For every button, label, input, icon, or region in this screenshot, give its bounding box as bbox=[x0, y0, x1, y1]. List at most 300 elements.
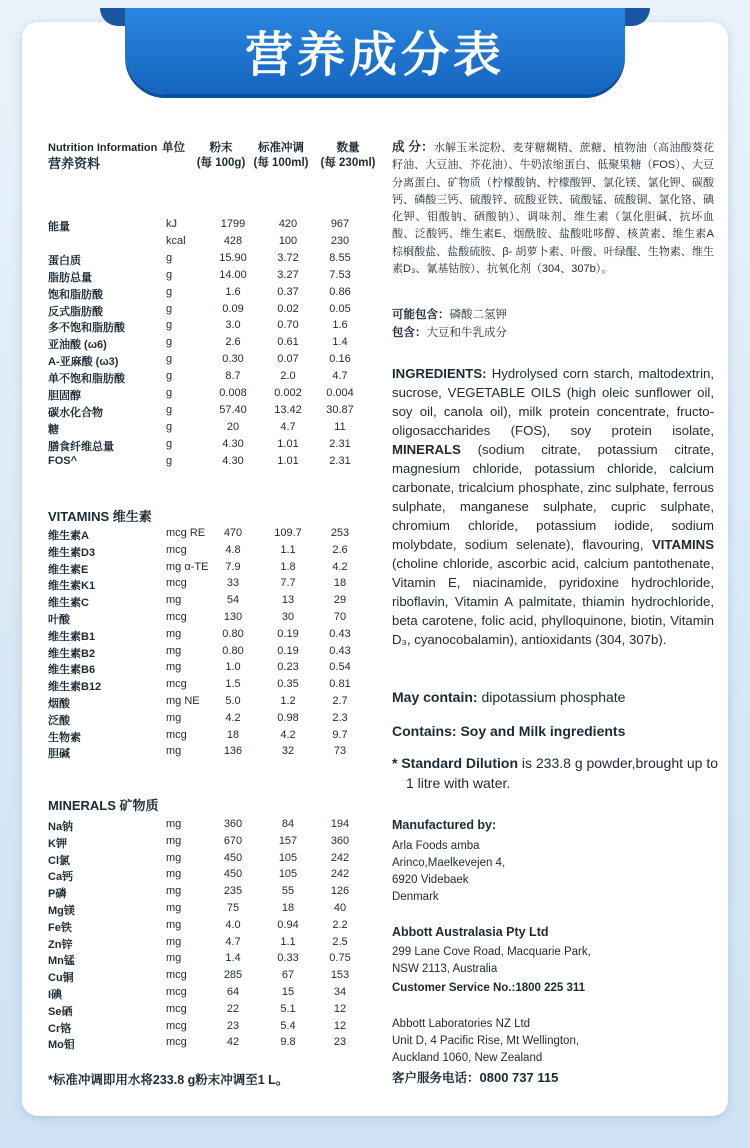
value-per-230ml: 1.4 bbox=[332, 336, 348, 349]
value-per-100g: 470 bbox=[223, 527, 243, 539]
minerals-title: MINERALS 矿物质 bbox=[48, 798, 159, 813]
nutrient-name: FOS^ bbox=[48, 454, 78, 467]
en-dilution-label: * Standard Dilution bbox=[392, 755, 518, 771]
en-ingredients-label: INGREDIENTS: bbox=[392, 366, 487, 381]
value-per-230ml: 4.7 bbox=[332, 370, 348, 383]
unit-cell: mcg bbox=[166, 678, 187, 691]
cn-allergens bbox=[392, 306, 714, 342]
nutrient-name: 蛋白质 bbox=[48, 254, 81, 267]
table-row bbox=[48, 868, 368, 885]
table-row bbox=[48, 885, 368, 902]
value-per-100g: 57.40 bbox=[219, 403, 247, 416]
table-row bbox=[48, 712, 368, 729]
en-may-text: dipotassium phosphate bbox=[477, 689, 626, 705]
value-per-230ml: 23 bbox=[333, 1036, 347, 1049]
value-per-100ml: 1.1 bbox=[280, 543, 296, 556]
vitamins-title: VITAMINS 维生素 bbox=[48, 509, 152, 524]
value-per-230ml: 242 bbox=[330, 868, 350, 881]
value-per-100g: 428 bbox=[223, 234, 243, 247]
value-per-230ml: 2.31 bbox=[329, 437, 351, 450]
unit-cell: mcg bbox=[166, 577, 187, 590]
value-per-100ml: 0.37 bbox=[277, 285, 299, 298]
table-row bbox=[48, 235, 368, 252]
value-per-230ml: 230 bbox=[330, 234, 350, 247]
value-per-100g: 42 bbox=[226, 1036, 240, 1049]
value-per-100ml: 1.01 bbox=[277, 437, 299, 450]
table-row bbox=[48, 919, 368, 936]
header-col1 bbox=[194, 141, 248, 171]
value-per-230ml: 0.81 bbox=[329, 678, 351, 691]
nutrient-name: 单不饱和脂肪酸 bbox=[48, 373, 125, 386]
value-per-100g: 670 bbox=[223, 834, 243, 847]
en-vitamins-text: (choline chloride, ascorbic acid, calcium pantothenate, Vitamin E, niacinamide, pyridoxine hydrochloride, riboflavin, Vitamin A palmitate, thiamin hydrochloride, beta carotene, folic acid, phylloquinone, biotin, Vitamin D₃, cyanocobalamin), antioxidants (304, 307b). bbox=[392, 556, 714, 647]
value-per-230ml: 2.7 bbox=[332, 695, 348, 707]
value-per-100g: 4.0 bbox=[225, 918, 241, 931]
value-per-100ml: 55 bbox=[281, 885, 295, 898]
unit-cell: mg bbox=[166, 644, 182, 657]
nutrient-name: 烟酸 bbox=[48, 698, 70, 710]
value-per-100ml: 13.42 bbox=[274, 403, 302, 416]
table-row bbox=[48, 1036, 368, 1053]
value-per-100g: 235 bbox=[223, 885, 243, 898]
value-per-100ml: 18 bbox=[281, 902, 295, 914]
value-per-230ml: 2.5 bbox=[332, 935, 348, 948]
table-row bbox=[48, 745, 368, 762]
customer-service-nz-label: 客户服务电话： bbox=[392, 1071, 480, 1085]
value-per-100g: 450 bbox=[223, 851, 243, 864]
unit-cell: mg bbox=[166, 834, 182, 847]
unit-cell: mg bbox=[166, 745, 182, 758]
value-per-230ml: 30.87 bbox=[326, 403, 354, 416]
nutrient-name: 糖 bbox=[48, 423, 59, 436]
nutrient-name: 维生素A bbox=[48, 530, 89, 542]
table-row bbox=[48, 594, 368, 611]
header-name bbox=[48, 141, 157, 171]
value-per-230ml: 253 bbox=[330, 527, 350, 539]
value-per-230ml: 360 bbox=[330, 834, 350, 847]
table-row bbox=[48, 269, 368, 286]
table-row bbox=[48, 387, 368, 404]
unit-cell: g bbox=[166, 403, 173, 416]
table-row bbox=[48, 695, 368, 712]
value-per-230ml: 0.75 bbox=[329, 952, 351, 965]
value-per-100g: 75 bbox=[226, 902, 240, 914]
value-per-100g: 0.008 bbox=[219, 387, 247, 399]
address-line: NSW 2113, Australia bbox=[392, 963, 498, 975]
value-per-100g: 15.90 bbox=[219, 251, 247, 264]
table-row bbox=[48, 902, 368, 919]
table-row bbox=[48, 852, 368, 869]
value-per-100g: 4.30 bbox=[222, 454, 244, 467]
unit-cell: g bbox=[166, 336, 173, 349]
nutrient-name: 胆固醇 bbox=[48, 390, 81, 402]
value-per-100g: 450 bbox=[223, 868, 243, 881]
value-per-230ml: 12 bbox=[333, 1002, 347, 1015]
value-per-100g: 4.30 bbox=[222, 437, 244, 450]
unit-cell: mcg bbox=[166, 986, 187, 998]
table-row bbox=[48, 561, 368, 578]
nutrient-name: Zn锌 bbox=[48, 938, 73, 951]
table-row bbox=[48, 1020, 368, 1037]
value-per-230ml: 18 bbox=[333, 577, 347, 590]
value-per-100ml: 0.70 bbox=[277, 319, 299, 332]
value-per-100g: 0.30 bbox=[222, 353, 244, 366]
value-per-100ml: 2.0 bbox=[280, 370, 296, 383]
unit-cell: mg bbox=[166, 851, 182, 864]
unit-cell: g bbox=[166, 285, 173, 298]
value-per-100ml: 0.98 bbox=[277, 711, 299, 724]
nutrient-name: Mo钼 bbox=[48, 1039, 75, 1052]
value-per-100g: 7.9 bbox=[225, 560, 241, 573]
page-title: 营养成分表 bbox=[244, 27, 505, 83]
value-per-230ml: 29 bbox=[333, 594, 347, 607]
value-per-100ml: 4.2 bbox=[280, 728, 296, 741]
address-line: 6920 Videbaek bbox=[392, 874, 469, 886]
table-row bbox=[48, 252, 368, 269]
unit-cell: mcg bbox=[166, 1002, 187, 1015]
value-per-100ml: 1.8 bbox=[280, 560, 296, 573]
nutrient-name: 维生素D3 bbox=[48, 546, 96, 559]
manufacturer-arla bbox=[392, 838, 714, 906]
table-row bbox=[48, 645, 368, 662]
nutrient-name: 脂肪总量 bbox=[48, 271, 92, 284]
nutrient-name: 亚油酸 (ω6) bbox=[48, 339, 107, 352]
value-per-230ml: 0.004 bbox=[326, 387, 354, 399]
nutrient-name: 生物素 bbox=[48, 731, 81, 744]
cn-ingredients-text: 水解玉米淀粉、麦芽糖糊精、蔗糖、植物油（高油酸葵花籽油、大豆油、芥花油）、牛奶浓缩蛋白、低聚果糖（FOS）、大豆分离蛋白、矿物质（柠檬酸钠、柠檬酸钾、氯化镁、氯化钾、碳酸钙、磷酸三钙、硫酸锌、硫酸亚铁、硫酸锰、硫酸铜、氯化铬、碘化钾、钼酸钠、硒酸钠）、调味剂、维生素（氯化胆碱、抗坏血酸、泛酸钙、维生素E、烟酰胺、盐酸吡哆醇、核黄素、维生素A棕榈酸盐、盐酸硫胺、β- 胡萝卜素、叶酸、叶绿醌、生物素、维生素D₃、氰基钴胺）、抗氧化剂（304、307b）。 bbox=[392, 142, 714, 276]
header-col1-sub: (每 100g) bbox=[196, 157, 246, 169]
unit-cell: mg bbox=[166, 594, 182, 607]
nutrient-name: 叶酸 bbox=[48, 614, 70, 626]
table-row bbox=[48, 370, 368, 387]
nutrient-name: Fe铁 bbox=[48, 921, 72, 934]
cn-ingredients-label: 成 分： bbox=[392, 140, 434, 154]
table-row bbox=[48, 336, 368, 353]
nutrient-name: 反式脂肪酸 bbox=[48, 305, 103, 318]
cn-may-label: 可能包含： bbox=[392, 309, 450, 321]
nutrient-name: A-亚麻酸 (ω3) bbox=[48, 356, 119, 369]
unit-cell: mg bbox=[166, 935, 182, 948]
manufacturer-abbott-nz bbox=[392, 1016, 714, 1088]
table-row bbox=[48, 611, 368, 628]
value-per-230ml: 153 bbox=[330, 969, 350, 982]
unit-cell: mcg bbox=[166, 969, 187, 982]
unit-cell: mg bbox=[166, 627, 182, 640]
unit-cell: mg bbox=[166, 818, 182, 830]
value-per-100ml: 13 bbox=[281, 594, 295, 607]
address-line: Auckland 1060, New Zealand bbox=[392, 1052, 543, 1064]
value-per-230ml: 1.6 bbox=[332, 319, 348, 332]
header-col2 bbox=[248, 141, 314, 171]
value-per-100ml: 1.1 bbox=[280, 935, 296, 948]
value-per-100g: 1.5 bbox=[225, 678, 241, 691]
value-per-100g: 4.8 bbox=[225, 543, 241, 556]
table-row bbox=[48, 969, 368, 986]
unit-cell: mcg bbox=[166, 543, 187, 556]
unit-cell: mg bbox=[166, 902, 182, 914]
unit-cell: kcal bbox=[166, 234, 186, 247]
table-row bbox=[48, 353, 368, 370]
unit-cell: mcg RE bbox=[166, 527, 206, 539]
unit-cell: g bbox=[166, 387, 173, 399]
table-row bbox=[48, 286, 368, 303]
unit-cell: mg bbox=[166, 868, 182, 881]
header-col3 bbox=[314, 141, 382, 171]
en-ingredients bbox=[392, 364, 714, 649]
value-per-100g: 33 bbox=[226, 577, 240, 590]
value-per-100ml: 15 bbox=[281, 986, 295, 998]
manufacturer-abbott-au bbox=[392, 924, 714, 997]
header-col3-title: 数量 bbox=[336, 142, 360, 154]
unit-cell: g bbox=[166, 353, 173, 366]
nutrient-name: 维生素B12 bbox=[48, 681, 102, 694]
value-per-100g: 1.6 bbox=[225, 285, 241, 298]
value-per-100ml: 0.19 bbox=[277, 644, 299, 657]
nutrient-name: 维生素E bbox=[48, 563, 89, 576]
table-row bbox=[48, 661, 368, 678]
value-per-230ml: 40 bbox=[333, 902, 347, 914]
nutrient-name: Cl氯 bbox=[48, 854, 70, 867]
nutrient-name: Na钠 bbox=[48, 821, 74, 833]
cn-ingredients bbox=[392, 139, 714, 278]
unit-cell: g bbox=[166, 268, 173, 281]
value-per-100ml: 420 bbox=[278, 218, 298, 230]
value-per-230ml: 70 bbox=[333, 611, 347, 623]
value-per-100g: 136 bbox=[223, 745, 243, 758]
cn-contains-label: 包含： bbox=[392, 327, 427, 339]
nutrient-name: Ca钙 bbox=[48, 871, 74, 884]
value-per-100ml: 0.61 bbox=[277, 336, 299, 349]
en-minerals-label: MINERALS bbox=[392, 442, 461, 457]
value-per-230ml: 2.31 bbox=[329, 454, 351, 467]
nutrient-name: 能量 bbox=[48, 221, 70, 233]
nutrient-name: Cu铜 bbox=[48, 972, 74, 985]
unit-cell: g bbox=[166, 251, 173, 264]
value-per-100ml: 100 bbox=[278, 234, 298, 247]
nutrient-name: Cr铬 bbox=[48, 1022, 72, 1035]
en-may-contain bbox=[392, 689, 714, 705]
unit-cell: mg α-TE bbox=[166, 560, 209, 573]
value-per-230ml: 7.53 bbox=[329, 268, 351, 281]
value-per-100ml: 0.33 bbox=[277, 952, 299, 965]
nutrient-name: Mg镁 bbox=[48, 905, 75, 917]
address-line: Unit D, 4 Pacific Rise, Mt Wellington, bbox=[392, 1035, 580, 1047]
value-per-100ml: 4.7 bbox=[280, 420, 296, 433]
table-row bbox=[48, 628, 368, 645]
value-per-100ml: 1.2 bbox=[280, 695, 296, 707]
en-contains: Contains: Soy and Milk ingredients bbox=[392, 723, 626, 739]
table-row bbox=[48, 577, 368, 594]
value-per-100g: 360 bbox=[223, 818, 243, 830]
table-row bbox=[48, 835, 368, 852]
nutrient-name: 泛酸 bbox=[48, 714, 70, 727]
value-per-100ml: 0.19 bbox=[277, 627, 299, 640]
table-row bbox=[48, 455, 368, 472]
nutrient-name: K钾 bbox=[48, 837, 67, 850]
value-per-100g: 14.00 bbox=[219, 268, 247, 281]
value-per-100g: 1.0 bbox=[225, 661, 241, 674]
table-row bbox=[48, 952, 368, 969]
value-per-100ml: 7.7 bbox=[280, 577, 296, 590]
unit-cell: mg bbox=[166, 885, 182, 898]
unit-cell: mg bbox=[166, 918, 182, 931]
value-per-100g: 5.0 bbox=[225, 695, 241, 707]
unit-cell: mcg bbox=[166, 1019, 187, 1032]
value-per-230ml: 0.16 bbox=[329, 353, 351, 366]
value-per-100ml: 0.02 bbox=[277, 302, 299, 315]
nutrient-name: 维生素B1 bbox=[48, 630, 96, 643]
table-row bbox=[48, 678, 368, 695]
cn-contains-text: 大豆和牛乳成分 bbox=[426, 327, 507, 339]
nutrient-name: 维生素B6 bbox=[48, 664, 96, 677]
value-per-100g: 3.0 bbox=[225, 319, 241, 332]
unit-cell: g bbox=[166, 437, 173, 450]
value-per-100ml: 105 bbox=[278, 851, 298, 864]
value-per-230ml: 73 bbox=[333, 745, 347, 758]
value-per-230ml: 8.55 bbox=[329, 251, 351, 264]
unit-cell: kJ bbox=[166, 218, 177, 230]
header-col2-sub: (每 100ml) bbox=[253, 157, 309, 169]
address-line: Denmark bbox=[392, 891, 439, 903]
nutrient-name: 维生素K1 bbox=[48, 580, 96, 593]
value-per-230ml: 0.05 bbox=[329, 302, 351, 315]
value-per-100ml: 3.72 bbox=[277, 251, 299, 264]
value-per-230ml: 126 bbox=[330, 885, 350, 898]
company-name: Abbott Australasia Pty Ltd bbox=[392, 925, 549, 939]
address-line: 299 Lane Cove Road, Macquarie Park, bbox=[392, 946, 591, 958]
unit-cell: mg bbox=[166, 952, 182, 965]
nutrient-name: I碘 bbox=[48, 989, 63, 1001]
value-per-100g: 0.80 bbox=[222, 644, 244, 657]
value-per-100g: 1799 bbox=[220, 218, 246, 230]
unit-cell: g bbox=[166, 302, 173, 315]
header-col1-title: 粉末 bbox=[209, 142, 233, 154]
value-per-100ml: 105 bbox=[278, 868, 298, 881]
value-per-100g: 20 bbox=[226, 420, 240, 433]
table-row bbox=[48, 218, 368, 235]
value-per-230ml: 242 bbox=[330, 851, 350, 864]
value-per-100g: 64 bbox=[226, 986, 240, 998]
table-row bbox=[48, 936, 368, 953]
unit-cell: g bbox=[166, 319, 173, 332]
value-per-100ml: 0.35 bbox=[277, 678, 299, 691]
nutrient-name: 胆碱 bbox=[48, 748, 70, 761]
unit-cell: mg NE bbox=[166, 695, 200, 707]
unit-cell: mg bbox=[166, 661, 182, 674]
value-per-230ml: 0.43 bbox=[329, 644, 351, 657]
dilution-footnote-cn: *标准冲调即用水将233.8 g粉末冲调至1 L。 bbox=[48, 1073, 289, 1087]
table-row bbox=[48, 729, 368, 746]
unit-cell: g bbox=[166, 370, 173, 383]
value-per-100g: 4.7 bbox=[225, 935, 241, 948]
value-per-100g: 4.2 bbox=[225, 711, 241, 724]
value-per-230ml: 34 bbox=[333, 986, 347, 998]
value-per-230ml: 194 bbox=[330, 818, 350, 830]
nutrient-name: 维生素B2 bbox=[48, 647, 96, 660]
unit-cell: mcg bbox=[166, 728, 187, 741]
value-per-230ml: 11 bbox=[334, 420, 346, 433]
unit-cell: mg bbox=[166, 711, 182, 724]
nutrient-name: Se硒 bbox=[48, 1005, 73, 1018]
value-per-100ml: 9.8 bbox=[280, 1036, 296, 1049]
nutrient-name: P磷 bbox=[48, 888, 67, 901]
customer-service-nz-number: 0800 737 115 bbox=[479, 1070, 559, 1085]
value-per-100g: 2.6 bbox=[225, 336, 241, 349]
table-row bbox=[48, 818, 368, 835]
value-per-100ml: 5.4 bbox=[280, 1019, 296, 1032]
nutrient-name: 多不饱和脂肪酸 bbox=[48, 322, 125, 335]
value-per-100ml: 1.01 bbox=[277, 454, 299, 467]
value-per-100g: 130 bbox=[223, 611, 243, 623]
unit-cell: g bbox=[166, 420, 173, 433]
value-per-100ml: 67 bbox=[281, 969, 295, 982]
value-per-230ml: 0.86 bbox=[329, 285, 351, 298]
cn-may-text: 磷酸二氢钾 bbox=[449, 309, 507, 321]
en-vitamins-label: VITAMINS bbox=[651, 537, 714, 552]
value-per-100g: 285 bbox=[223, 969, 243, 982]
value-per-100g: 54 bbox=[226, 594, 240, 607]
value-per-100ml: 30 bbox=[281, 611, 295, 623]
value-per-100g: 0.80 bbox=[222, 627, 244, 640]
value-per-100g: 18 bbox=[226, 728, 240, 741]
table-row bbox=[48, 438, 368, 455]
value-per-230ml: 12 bbox=[333, 1019, 347, 1032]
value-per-230ml: 2.6 bbox=[332, 543, 348, 556]
header-unit: 单位 bbox=[162, 142, 185, 154]
value-per-100ml: 157 bbox=[278, 834, 298, 847]
value-per-100g: 1.4 bbox=[225, 952, 241, 965]
table-row bbox=[48, 986, 368, 1003]
header-name-cn: 营养资料 bbox=[48, 156, 101, 171]
table-row bbox=[48, 303, 368, 320]
header-col2-title: 标准冲调 bbox=[258, 142, 304, 154]
value-per-100ml: 32 bbox=[281, 745, 295, 758]
nutrient-name: 膳食纤维总量 bbox=[48, 440, 114, 453]
nutrient-name: Mn锰 bbox=[48, 955, 75, 968]
address-line: Abbott Laboratories NZ Ltd bbox=[392, 1018, 531, 1030]
customer-service-au: Customer Service No.:1800 225 311 bbox=[392, 982, 586, 994]
value-per-100g: 8.7 bbox=[225, 370, 241, 383]
table-row bbox=[48, 421, 368, 438]
unit-cell: g bbox=[166, 454, 173, 467]
value-per-100ml: 0.07 bbox=[277, 353, 299, 366]
table-row bbox=[48, 319, 368, 336]
nutrient-name: 碳水化合物 bbox=[48, 406, 103, 419]
value-per-230ml: 967 bbox=[330, 218, 350, 230]
address-line: Arla Foods amba bbox=[392, 840, 480, 852]
unit-cell: mcg bbox=[166, 1036, 187, 1049]
table-row bbox=[48, 404, 368, 421]
value-per-100ml: 0.94 bbox=[277, 918, 299, 931]
value-per-230ml: 2.3 bbox=[332, 711, 348, 724]
value-per-100g: 23 bbox=[226, 1019, 240, 1032]
value-per-230ml: 4.2 bbox=[332, 560, 348, 573]
en-ingredients-text: Hydrolysed corn starch, maltodextrin, sucrose, VEGETABLE OILS (high oleic sunflower oil, soy oil, canola oil), milk protein concentrate, fructo-oligosaccharides (FOS), soy protein isolate, bbox=[392, 366, 714, 438]
header-name-en: Nutrition Information bbox=[48, 142, 158, 154]
value-per-100ml: 0.23 bbox=[277, 661, 299, 674]
en-dilution-text: is 233.8 g powder,brought up to 1 litre with water. bbox=[406, 755, 719, 791]
nutrient-name: 饱和脂肪酸 bbox=[48, 288, 103, 301]
value-per-230ml: 0.43 bbox=[329, 627, 351, 640]
value-per-100g: 0.09 bbox=[222, 302, 244, 315]
value-per-230ml: 9.7 bbox=[332, 728, 348, 741]
header-col3-sub: (每 230ml) bbox=[320, 157, 376, 169]
value-per-100ml: 3.27 bbox=[277, 268, 299, 281]
value-per-100ml: 0.002 bbox=[274, 387, 302, 399]
value-per-100g: 22 bbox=[226, 1002, 240, 1015]
table-row bbox=[48, 1003, 368, 1020]
value-per-230ml: 2.2 bbox=[332, 918, 348, 931]
